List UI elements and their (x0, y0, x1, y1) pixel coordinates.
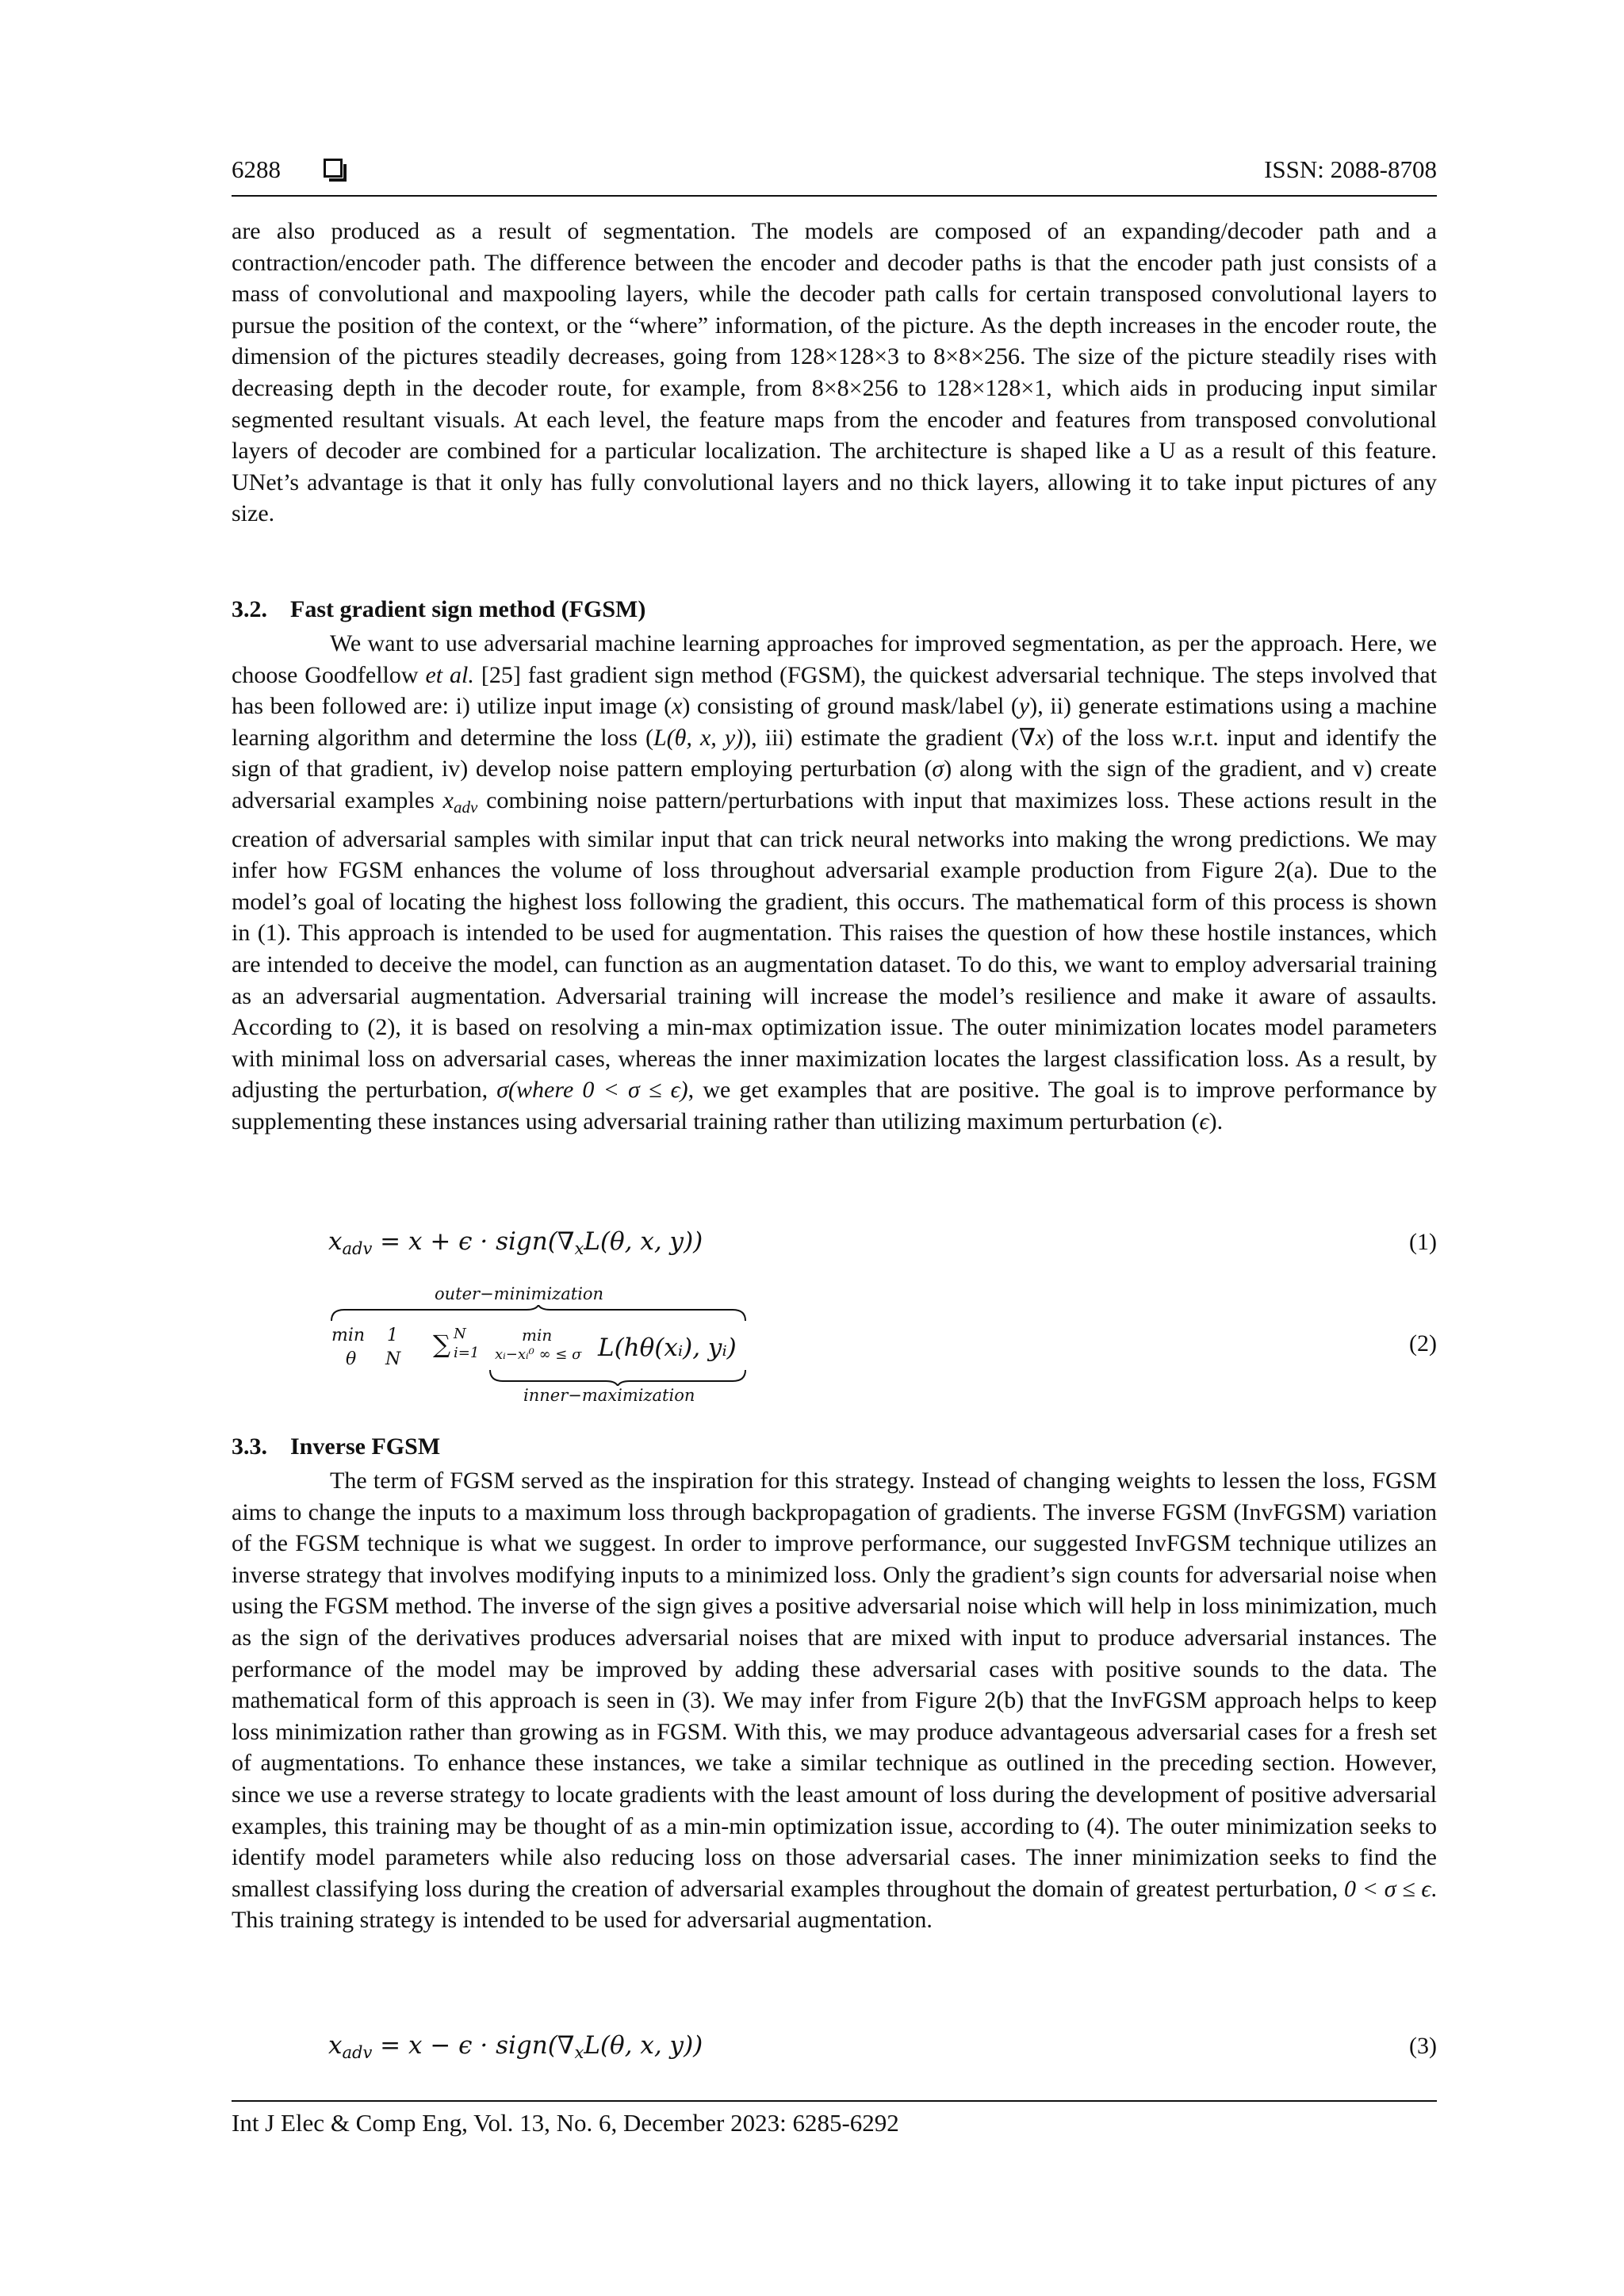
eq-frac-num: 1 (387, 1326, 398, 1345)
math-sigma: σ (932, 756, 944, 783)
text-run: ), ii) generate estimations using a machine learning algorithm and determine the loss ( (232, 693, 1437, 751)
math-epsilon: ϵ (1199, 1108, 1209, 1135)
text-run: ) consisting of ground mask/label ( (682, 693, 1019, 720)
math-sigma-range: σ(where 0 < σ ≤ ϵ) (496, 1077, 688, 1104)
section-title: Fast gradient sign method (FGSM) (290, 596, 646, 622)
eq-frac-den: N (385, 1349, 401, 1369)
text-run: ). (1208, 1108, 1224, 1135)
equation-3 (328, 2031, 703, 2062)
section-heading-3-3 (232, 1433, 440, 1460)
checkbox-square-icon (324, 159, 343, 178)
section-title: Inverse FGSM (290, 1433, 441, 1460)
footer-citation: Int J Elec & Comp Eng, Vol. 13, No. 6, December 2023: 6285-6292 (232, 2109, 899, 2137)
text-run: . This training strategy is intended to be used for adversarial augmentation. (232, 1875, 1437, 1934)
eq-sum: ∑ (433, 1330, 451, 1359)
math-range: 0 < σ ≤ ϵ (1344, 1875, 1431, 1902)
eq-lhs: x (328, 2031, 343, 2060)
footer-rule (232, 2100, 1437, 2102)
text-run: combining noise pattern/perturbations with input that maximizes loss. These actions result in the creation of adversarial samples with similar input that can trick neural networks into making the wrong predictions. We may infer how FGSM enhances the volume of loss throughout adversarial example production from Figure 2(a). Due to the model’s goal of locating the highest loss following the gradient, this occurs. The mathematical form of this process is shown in (1). This approach is intended to be used for augmentation. This raises the question of how these hostile instances, which are intended to deceive the model, can function as an augmentation dataset. To do this, we want to employ adversarial training as an adversarial augmentation. Adversarial training will increase the model’s resilience and make it aware of assaults. According to (2), it is based on resolving a min-max optimization issue. The outer minimization locates model parameters with minimal loss on adversarial cases, whereas the inner maximization locates the largest classification loss. As a result, by adjusting the perturbation, (232, 786, 1437, 1104)
eq-subscript: x (574, 1239, 584, 1258)
text-run: ), iii) estimate the gradient ( (743, 724, 1019, 751)
eq-loss: L(hθ(xᵢ), yᵢ) (598, 1334, 737, 1362)
eq-subscript: adv (342, 1239, 373, 1258)
fgsm-paragraph (232, 628, 1437, 1138)
eq-rhs: L(θ, x, y)) (584, 1227, 703, 1256)
math-x: x (672, 693, 683, 720)
eq-rhs: = x + ϵ · sign(∇ (372, 1227, 575, 1256)
equation-1-number: (1) (1409, 1229, 1437, 1255)
math-x: x (442, 786, 454, 813)
math-xadv (442, 786, 478, 817)
eq-over-label: outer−minimization (435, 1284, 604, 1303)
header-rule (232, 195, 1437, 197)
underbrace-icon (487, 1368, 749, 1386)
intro-paragraph-block (232, 216, 1437, 530)
eq-constraint: xᵢ−xᵢ⁰ ∞ ≤ σ (495, 1346, 582, 1363)
text-run: We want to use adversarial machine learning approaches for improved segmentation, as per the approach. Here, we choose Goodfellow (232, 630, 1437, 688)
fgsm-paragraph-block (232, 628, 1437, 1138)
eq-subscript: adv (342, 2043, 373, 2062)
text-run: , we get examples that are positive. The goal is to improve performance by supplementing these instances using adversarial training rather than utilizing maximum perturbation ( (232, 1077, 1437, 1135)
overbrace-icon (328, 1305, 749, 1322)
eq-sum-lower: i=1 (454, 1345, 480, 1361)
equation-1 (328, 1227, 703, 1258)
math-loss: L(θ, x, y) (653, 724, 744, 751)
eq-lhs: x (328, 1227, 343, 1256)
math-gradient: ∇x (1018, 724, 1047, 751)
text-run: ) of the loss w.r.t. input and identify the sign of that gradient, iv) develop noise pattern employing perturbation ( (232, 724, 1437, 783)
eq-min-inner: min (522, 1326, 553, 1345)
section-heading-3-2 (232, 596, 645, 623)
eq-sum-upper: N (454, 1326, 466, 1342)
page-number: 6288 (232, 155, 281, 183)
eq-subscript: x (574, 2043, 584, 2062)
equation-2-number: (2) (1409, 1330, 1437, 1357)
text-run-italic: et al. (425, 661, 474, 688)
eq-under-label: inner−maximization (523, 1386, 695, 1405)
math-subscript: adv (453, 797, 478, 817)
math-y: y (1018, 693, 1030, 720)
eq-rhs: = x − ϵ · sign(∇ (372, 2031, 575, 2060)
text-run: ) along with the sign of the gradient, and v) create adversarial examples (232, 756, 1437, 813)
equation-2 (328, 1284, 772, 1403)
invfgsm-paragraph (232, 1465, 1437, 1936)
invfgsm-paragraph-block (232, 1465, 1437, 1936)
eq-rhs: L(θ, x, y)) (584, 2031, 703, 2060)
eq-theta: θ (346, 1349, 357, 1369)
equation-3-number: (3) (1409, 2033, 1437, 2059)
eq-min-outer: min (331, 1326, 366, 1345)
text-run: [25] fast gradient sign method (FGSM), the quickest adversarial technique. The steps involved that has been followed are: i) utilize input image ( (232, 661, 1438, 720)
section-number: 3.2. (232, 596, 267, 622)
section-number: 3.3. (232, 1433, 267, 1460)
intro-paragraph: are also produced as a result of segmentation. The models are composed of an expanding/decoder path and a contraction/encoder path. The difference between the encoder and decoder paths is that the encoder path just consists of a mass of convolutional and maxpooling layers, while the decoder path calls for certain transposed convolutional layers to pursue the position of the context, or the “where” information, of the picture. As the depth increases in the encoder route, the dimension of the pictures steadily decreases, going from 128×128×3 to 8×8×256. The size of the picture steadily rises with decreasing depth in the decoder route, for example, from 8×8×256 to 128×128×1, which aids in producing input similar segmented resultant visuals. At each level, the feature maps from the encoder and features from transposed convolutional layers of decoder are combined for a particular localization. The architecture is shaped like a U as a result of this feature. UNet’s advantage is that it only has fully convolutional layers and no thick layers, allowing it to take input pictures of any size. (232, 218, 1437, 527)
page-header (232, 155, 1437, 193)
issn-label: ISSN: 2088-8708 (1264, 155, 1437, 183)
text-run: The term of FGSM served as the inspiration for this strategy. Instead of changing weights to lessen the loss, FGSM aims to change the inputs to a maximum loss through backpropagation of gradients. The inverse FGSM (InvFGSM) variation of the FGSM technique is what we suggest. In order to improve performance, our suggested InvFGSM technique utilizes an inverse strategy that involves modifying inputs to a minimized loss. Only the gradient’s sign counts for adversarial noise when using the FGSM method. The inverse of the sign gives a positive adversarial noise which will help in loss minimization, much as the sign of the derivatives produces adversarial noises that are mixed with input to produce adversarial instances. The performance of the model may be improved by adding these adversarial cases with positive sounds to the data. The mathematical form of this approach is seen in (3). We may infer from Figure 2(b) that the InvFGSM approach helps to keep loss minimization rather than growing as in FGSM. With this, we may produce advantageous adversarial cases for a fresh set of augmentations. To enhance these instances, we take a similar technique as outlined in the preceding section. However, since we use a reverse strategy to locate gradients with the least amount of loss during the development of positive adversarial examples, this training may be thought of as a min-min optimization issue, according to (4). The outer minimization seeks to identify model parameters while also reducing loss on those adversarial cases. The inner minimization seeks to find the smallest classifying loss during the creation of adversarial examples throughout the domain of greatest perturbation, (232, 1468, 1437, 1902)
